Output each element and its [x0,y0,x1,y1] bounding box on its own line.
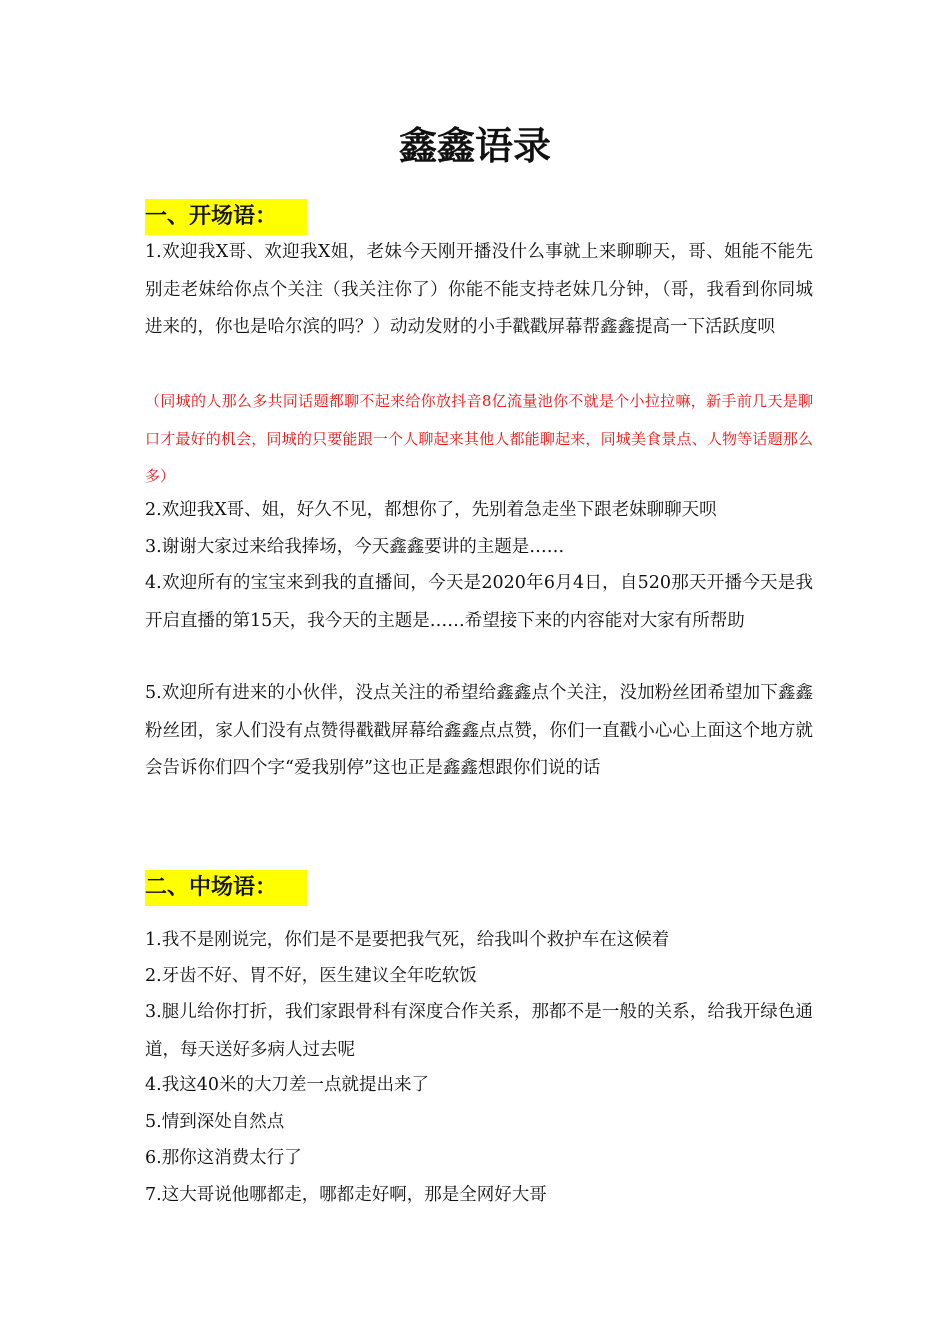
paragraph: 7.这大哥说他哪都走，哪都走好啊，那是全网好大哥 [145,1185,547,1205]
note-paragraph: （同城的人那么多共同话题都聊不起来给你放抖音8亿流量池你不就是个小拉拉嘛，新手前几天是聊口才最好的机会，同城的只要能跟一个人聊起来其他人都能聊起来，同城美食景点、人物等话题那么多） [145,392,813,486]
page-title: 鑫鑫语录 [398,124,551,168]
paragraph: 2.牙齿不好、胃不好，医生建议全年吃软饭 [145,966,477,986]
paragraph: 4.我这40米的大刀差一点就提出来了 [145,1075,429,1095]
section-heading-middle: 二、中场语： [145,870,307,906]
paragraph: 3.谢谢大家过来给我捧场，今天鑫鑫要讲的主题是…… [145,537,565,557]
paragraph: 1.我不是刚说完，你们是不是要把我气死，给我叫个救护车在这候着 [145,930,670,950]
paragraph: 6.那你这消费太行了 [145,1148,302,1168]
paragraph: 3.腿儿给你打折，我们家跟骨科有深度合作关系，那都不是一般的关系，给我开绿色通道，每天送好多病人过去呢 [145,1002,813,1060]
paragraph: 4.欢迎所有的宝宝来到我的直播间，今天是2020年6月4日，自520那天开播今天是我开启直播的第15天，我今天的主题是……希望接下来的内容能对大家有所帮助 [145,573,813,631]
paragraph: 1.欢迎我X哥、欢迎我X姐，老妹今天刚开播没什么事就上来聊聊天，哥、姐能不能先别走老妹给你点个关注（我关注你了）你能不能支持老妹几分钟，（哥，我看到你同城进来的，你也是哈尔滨的吗？）动动发财的小手戳戳屏幕帮鑫鑫提高一下活跃度呗 [145,242,813,338]
section-heading-opening: 一、开场语： [145,199,307,235]
paragraph: 5.情到深处自然点 [145,1112,285,1132]
paragraph: 5.欢迎所有进来的小伙伴，没点关注的希望给鑫鑫点个关注，没加粉丝团希望加下鑫鑫粉丝团，家人们没有点赞得戳戳屏幕给鑫鑫点点赞，你们一直戳小心心上面这个地方就会告诉你们四个字“爱我别停”这也正是鑫鑫想跟你们说的话 [145,683,813,779]
paragraph: 2.欢迎我X哥、姐，好久不见，都想你了，先别着急走坐下跟老妹聊聊天呗 [145,500,717,520]
